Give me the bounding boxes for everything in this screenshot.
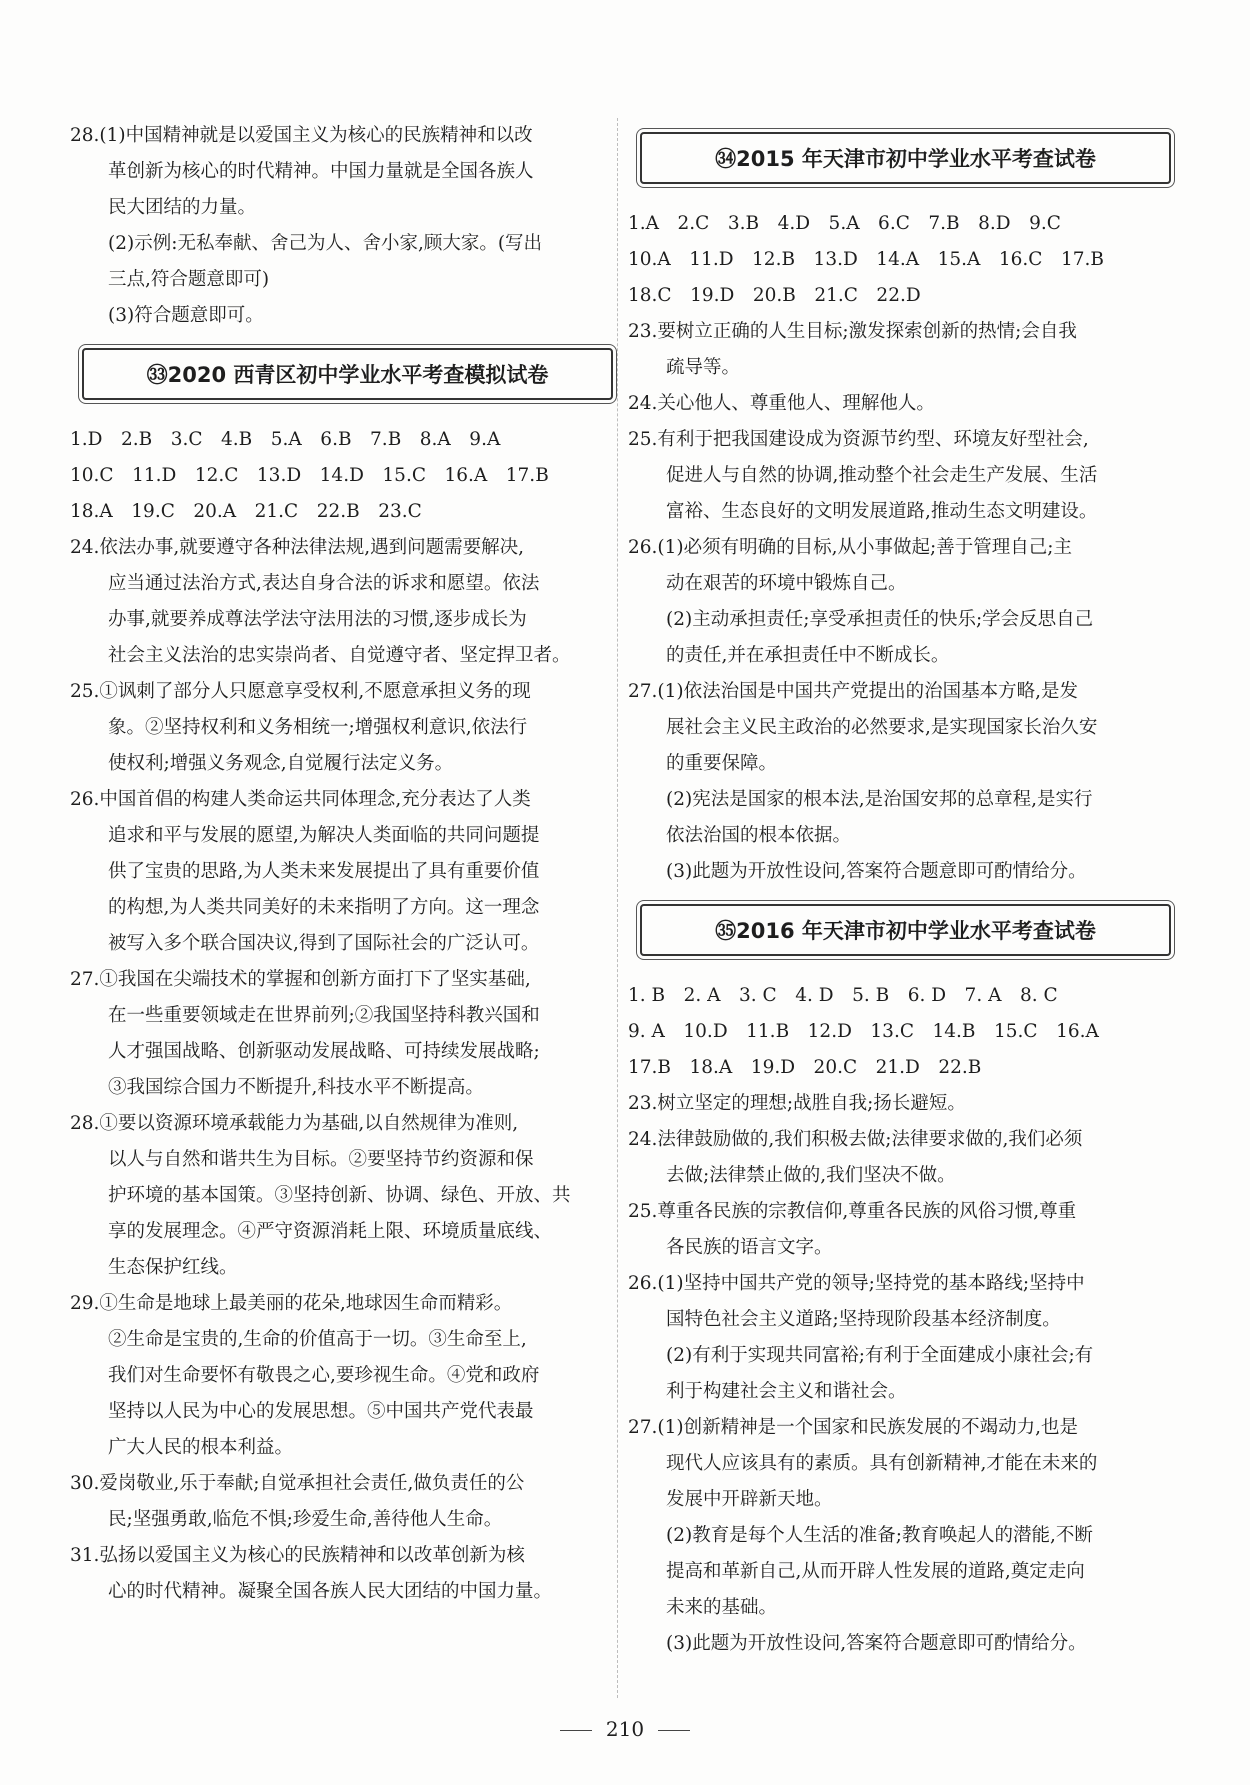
answer-line: 18.C 19.D 20.B 21.C 22.D xyxy=(628,285,921,306)
answer-line: 28.①要以资源环境承载能力为基础,以自然规律为准则, xyxy=(70,1113,519,1134)
answer-line: 办事,就要养成尊法学法守法用法的习惯,逐步成长为 xyxy=(108,609,527,630)
answer-line: 10.C 11.D 12.C 13.D 14.D 15.C 16.A 17.B xyxy=(70,465,549,486)
answer-line: 去做;法律禁止做的,我们坚决不做。 xyxy=(666,1165,956,1186)
answer-line: 1.D 2.B 3.C 4.B 5.A 6.B 7.B 8.A 9.A xyxy=(70,429,501,450)
answer-line: 30.爱岗敬业,乐于奉献;自觉承担社会责任,做负责任的公 xyxy=(70,1473,525,1494)
answer-line: (2)有利于实现共同富裕;有利于全面建成小康社会;有 xyxy=(666,1345,1094,1366)
answer-line: 象。②坚持权利和义务相统一;增强权利意识,依法行 xyxy=(108,717,528,738)
answer-line: 23.树立坚定的理想;战胜自我;扬长避短。 xyxy=(628,1093,966,1114)
section-title: ㉟2016 年天津市初中学业水平考查试卷 xyxy=(715,919,1096,943)
answer-line: 未来的基础。 xyxy=(666,1597,778,1618)
answer-line: ②生命是宝贵的,生命的价值高于一切。③生命至上, xyxy=(108,1329,527,1350)
right-column xyxy=(628,118,1183,1662)
answer-line: 应当通过法治方式,表达自身合法的诉求和愿望。依法 xyxy=(108,573,540,594)
section-banner xyxy=(628,898,1183,962)
answer-line: 的构想,为人类共同美好的未来指明了方向。这一理念 xyxy=(108,897,540,918)
answer-line: 三点,符合题意即可) xyxy=(108,269,270,290)
answer-line: 9. A 10.D 11.B 12.D 13.C 14.B 15.C 16.A xyxy=(628,1021,1099,1042)
answer-line: 革创新为核心的时代精神。中国力量就是全国各族人 xyxy=(108,161,534,182)
answer-line: 疏导等。 xyxy=(666,357,741,378)
answer-line: 广大人民的根本利益。 xyxy=(108,1437,294,1458)
section-title: ㉝2020 西青区初中学业水平考查模拟试卷 xyxy=(146,363,549,387)
answer-line: 富裕、生态良好的文明发展道路,推动生态文明建设。 xyxy=(666,501,1098,522)
answer-line: 以人与自然和谐共生为目标。②要坚持节约资源和保 xyxy=(108,1149,534,1170)
answer-line: (2)教育是每个人生活的准备;教育唤起人的潜能,不断 xyxy=(666,1525,1093,1546)
answer-line: 25.有利于把我国建设成为资源节约型、环境友好型社会, xyxy=(628,429,1089,450)
column-divider xyxy=(617,118,618,1698)
answer-line: 人才强国战略、创新驱动发展战略、可持续发展战略; xyxy=(108,1041,540,1062)
answer-line: 1.A 2.C 3.B 4.D 5.A 6.C 7.B 8.D 9.C xyxy=(628,213,1061,234)
answer-line: 社会主义法治的忠实崇尚者、自觉遵守者、坚定捍卫者。 xyxy=(108,645,571,666)
answer-line: (2)宪法是国家的根本法,是治国安邦的总章程,是实行 xyxy=(666,789,1093,810)
answer-line: (2)主动承担责任;享受承担责任的快乐;学会反思自己 xyxy=(666,609,1094,630)
answer-line: 24.依法办事,就要遵守各种法律法规,遇到问题需要解决, xyxy=(70,537,525,558)
footer-dash-right xyxy=(658,1730,690,1731)
answer-line: 25.①讽刺了部分人只愿意享受权利,不愿意承担义务的现 xyxy=(70,681,531,702)
answer-line: 的重要保障。 xyxy=(666,753,778,774)
answer-line: 31.弘扬以爱国主义为核心的民族精神和以改革创新为核 xyxy=(70,1545,525,1566)
answer-line: 26.中国首倡的构建人类命运共同体理念,充分表达了人类 xyxy=(70,789,531,810)
answer-line: (2)示例:无私奉献、舍己为人、舍小家,顾大家。(写出 xyxy=(108,233,543,254)
answer-line: 生态保护红线。 xyxy=(108,1257,238,1278)
answer-line: 追求和平与发展的愿望,为解决人类面临的共同问题提 xyxy=(108,825,540,846)
answer-line: 发展中开辟新天地。 xyxy=(666,1489,833,1510)
answer-line: 各民族的语言文字。 xyxy=(666,1237,833,1258)
answer-line: 现代人应该具有的素质。具有创新精神,才能在未来的 xyxy=(666,1453,1098,1474)
answer-line: (3)此题为开放性设问,答案符合题意即可酌情给分。 xyxy=(666,1633,1087,1654)
answer-line: 动在艰苦的环境中锻炼自己。 xyxy=(666,573,907,594)
answer-line: 18.A 19.C 20.A 21.C 22.B 23.C xyxy=(70,501,422,522)
answer-line: 利于构建社会主义和谐社会。 xyxy=(666,1381,907,1402)
answer-line: 26.(1)必须有明确的目标,从小事做起;善于管理自己;主 xyxy=(628,537,1072,558)
footer-dash-left xyxy=(560,1730,592,1731)
answer-line: 28.(1)中国精神就是以爱国主义为核心的民族精神和以改 xyxy=(70,125,533,146)
answer-line: 24.法律鼓励做的,我们积极去做;法律要求做的,我们必须 xyxy=(628,1129,1083,1150)
answer-line: 依法治国的根本依据。 xyxy=(666,825,852,846)
answer-line: 27.①我国在尖端技术的掌握和创新方面打下了坚实基础, xyxy=(70,969,531,990)
page-number: 210 xyxy=(605,1717,645,1741)
answer-line: 27.(1)创新精神是一个国家和民族发展的不竭动力,也是 xyxy=(628,1417,1079,1438)
answer-line: 26.(1)坚持中国共产党的领导;坚持党的基本路线;坚持中 xyxy=(628,1273,1085,1294)
answer-line: 民大团结的力量。 xyxy=(108,197,257,218)
section-banner xyxy=(628,126,1183,190)
answer-line: 1. B 2. A 3. C 4. D 5. B 6. D 7. A 8. C xyxy=(628,985,1058,1006)
answer-line: 23.要树立正确的人生目标;激发探索创新的热情;会自我 xyxy=(628,321,1077,342)
answer-line: 在一些重要领域走在世界前列;②我国坚持科教兴国和 xyxy=(108,1005,540,1026)
answer-line: 使权利;增强义务观念,自觉履行法定义务。 xyxy=(108,753,454,774)
answer-line: (3)此题为开放性设问,答案符合题意即可酌情给分。 xyxy=(666,861,1087,882)
page-footer xyxy=(0,1717,1250,1741)
answer-line: 提高和革新自己,从而开辟人性发展的道路,奠定走向 xyxy=(666,1561,1085,1582)
answer-line: 27.(1)依法治国是中国共产党提出的治国基本方略,是发 xyxy=(628,681,1079,702)
answer-line: 10.A 11.D 12.B 13.D 14.A 15.A 16.C 17.B xyxy=(628,249,1104,270)
answer-line: 护环境的基本国策。③坚持创新、协调、绿色、开放、共 xyxy=(108,1185,571,1206)
answer-line: 促进人与自然的协调,推动整个社会走生产发展、生活 xyxy=(666,465,1098,486)
section-title: ㉞2015 年天津市初中学业水平考查试卷 xyxy=(715,147,1096,171)
answer-line: 17.B 18.A 19.D 20.C 21.D 22.B xyxy=(628,1057,982,1078)
answer-line: (3)符合题意即可。 xyxy=(108,305,264,326)
answer-line: 被写入多个联合国决议,得到了国际社会的广泛认可。 xyxy=(108,933,540,954)
answer-line: 24.关心他人、尊重他人、理解他人。 xyxy=(628,393,935,414)
answer-line: 我们对生命要怀有敬畏之心,要珍视生命。④党和政府 xyxy=(108,1365,540,1386)
answer-line: 29.①生命是地球上最美丽的花朵,地球因生命而精彩。 xyxy=(70,1293,513,1314)
answer-line: 的责任,并在承担责任中不断成长。 xyxy=(666,645,950,666)
answer-line: 民;坚强勇敢,临危不惧;珍爱生命,善待他人生命。 xyxy=(108,1509,503,1530)
answer-line: 坚持以人民为中心的发展思想。⑤中国共产党代表最 xyxy=(108,1401,534,1422)
answer-line: ③我国综合国力不断提升,科技水平不断提高。 xyxy=(108,1077,484,1098)
answer-line: 国特色社会主义道路;坚持现阶段基本经济制度。 xyxy=(666,1309,1061,1330)
answer-line: 25.尊重各民族的宗教信仰,尊重各民族的风俗习惯,尊重 xyxy=(628,1201,1077,1222)
answer-line: 享的发展理念。④严守资源消耗上限、环境质量底线、 xyxy=(108,1221,553,1242)
left-column xyxy=(70,118,625,1610)
answer-line: 供了宝贵的思路,为人类未来发展提出了具有重要价值 xyxy=(108,861,540,882)
section-banner xyxy=(70,342,625,406)
answer-line: 心的时代精神。凝聚全国各族人民大团结的中国力量。 xyxy=(108,1581,553,1602)
answer-line: 展社会主义民主政治的必然要求,是实现国家长治久安 xyxy=(666,717,1098,738)
